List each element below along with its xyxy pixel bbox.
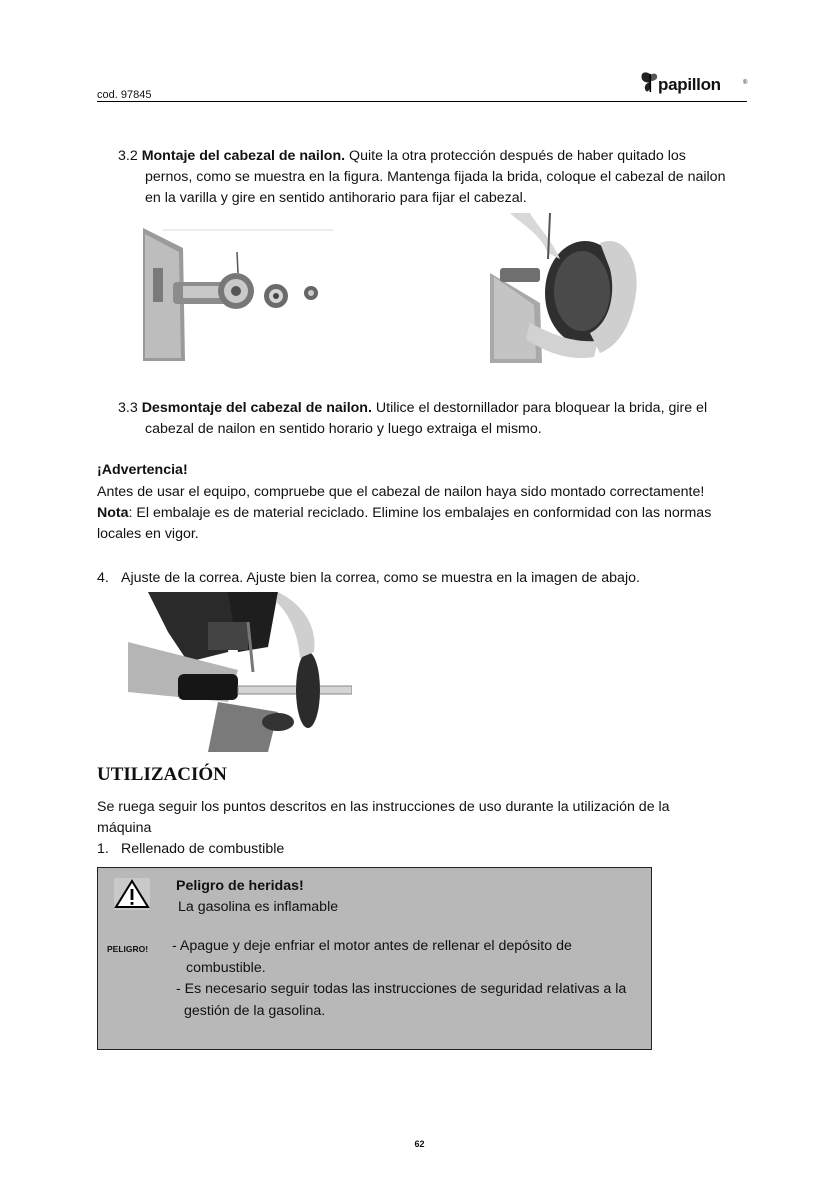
warning-text: Antes de usar el equipo, compruebe que el cabezal de nailon haya sido montado correctamente!	[97, 484, 705, 500]
utilizacion-line1: Se ruega seguir los puntos descritos en las instrucciones de uso durante la utilización de la	[97, 799, 670, 815]
list-item-text: Rellenado de combustible	[121, 841, 285, 857]
section-title: Montaje del cabezal de nailon.	[141, 148, 346, 164]
warning-bullet-2-line2: gestión de la gasolina.	[184, 1003, 326, 1019]
warning-bullet-2-line1: - Es necesario seguir todas las instrucciones de seguridad relativas a la	[176, 981, 627, 997]
page-number: 62	[414, 1139, 425, 1149]
logo-text: papillon	[658, 75, 721, 94]
warning-box-title: Peligro de heridas!	[176, 878, 304, 894]
section-text: Utilice el destornillador para bloquear la brida, gire el	[375, 400, 708, 416]
danger-warning-box	[97, 867, 652, 1050]
logo-trademark: ®	[743, 80, 748, 86]
section-3-2-line1	[118, 146, 686, 167]
section-text: Quite la otra protección después de haber quitado los	[349, 148, 686, 164]
section-3-3-line2: cabezal de nailon en sentido horario y luego extraiga el mismo.	[145, 421, 542, 437]
danger-label: PELIGRO!	[107, 944, 149, 954]
section-number: 3.3	[118, 400, 138, 416]
butterfly-icon	[640, 70, 660, 96]
warning-bullet-1-line1: - Apague y deje enfriar el motor antes de rellenar el depósito de	[172, 938, 572, 954]
section-3-2-line3: en la varilla y gire en sentido antihorario para fijar el cabezal.	[145, 190, 527, 206]
document-code: cod. 97845	[97, 89, 152, 101]
note-line2: locales en vigor.	[97, 526, 199, 542]
section-4-number: 4.	[97, 570, 109, 586]
utilizacion-line2: máquina	[97, 820, 152, 836]
section-title: Desmontaje del cabezal de nailon.	[141, 400, 372, 416]
note-label: Nota	[97, 505, 129, 521]
warning-bullet-1-line2: combustible.	[186, 960, 266, 976]
warning-triangle-icon	[114, 878, 150, 910]
photo-mounting-head	[490, 213, 642, 363]
section-4-text: Ajuste de la correa. Ajuste bien la correa, como se muestra en la imagen de abajo.	[121, 570, 640, 586]
brand-logo	[640, 66, 750, 100]
section-3-2-line2: pernos, como se muestra en la figura. Mantenga fijada la brida, coloque el cabezal de nailon	[145, 169, 726, 185]
note-text: : El embalaje es de material reciclado. Elimine los embalajes en conformidad con las normas	[128, 505, 712, 521]
note-line1	[97, 503, 711, 524]
header-rule	[97, 101, 747, 102]
photo-head-parts	[143, 228, 335, 361]
photo-strap-adjustment	[128, 592, 352, 752]
section-heading-utilizacion: UTILIZACIÓN	[97, 764, 227, 785]
section-number: 3.2	[118, 148, 138, 164]
section-3-3-line1	[118, 398, 707, 419]
warning-box-subtitle: La gasolina es inflamable	[178, 899, 339, 915]
warning-heading: ¡Advertencia!	[97, 462, 188, 478]
list-item-number: 1.	[97, 841, 109, 857]
